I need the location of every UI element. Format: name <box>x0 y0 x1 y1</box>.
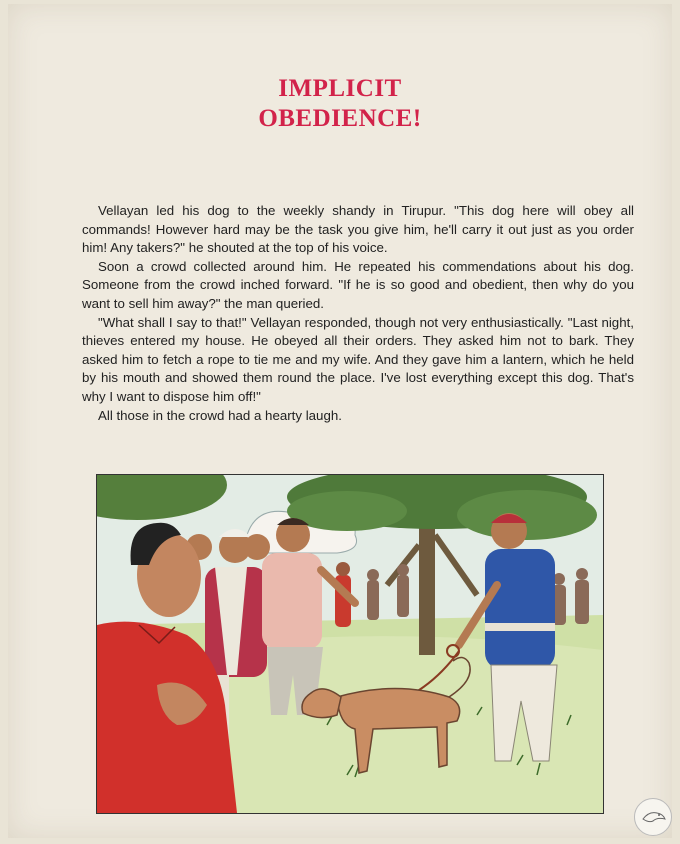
story-paragraph: All those in the crowd had a hearty laugh. <box>98 407 342 423</box>
story-paragraph: Soon a crowd collected around him. He repeated his commendations about his dog. Someone from the crowd inched forward. "If he is so good and obedient, then why do you want to sell him away?" the man queried. <box>82 258 634 311</box>
story-illustration <box>96 474 604 814</box>
story-paragraph: "What shall I say to that!" Vellayan responded, though not very enthusiastically. "Last night, thieves entered my house. He obeyed all their orders. They asked him not to bark. They asked him to fetch a rope to tie me and my wife. And they gave him a lantern, which he held by his mouth and showed them round the place. I've lost everything except this dog. That's why I want to dispose him off!" <box>82 314 634 404</box>
story-paragraph: Vellayan led his dog to the weekly shandy in Tirupur. "This dog here will obey all commands! However hard may be the task you give him, he'll carry it out just as you order him! Any takers?" he shouted at the top of his voice. <box>82 203 634 256</box>
bird-icon <box>635 799 671 835</box>
story-title-line-1: IMPLICIT <box>278 75 402 102</box>
market-scene-illustration <box>97 475 603 813</box>
story-body <box>82 202 634 425</box>
story-title-line-2: OBEDIENCE! <box>258 105 422 132</box>
publisher-logo-badge <box>634 798 672 836</box>
